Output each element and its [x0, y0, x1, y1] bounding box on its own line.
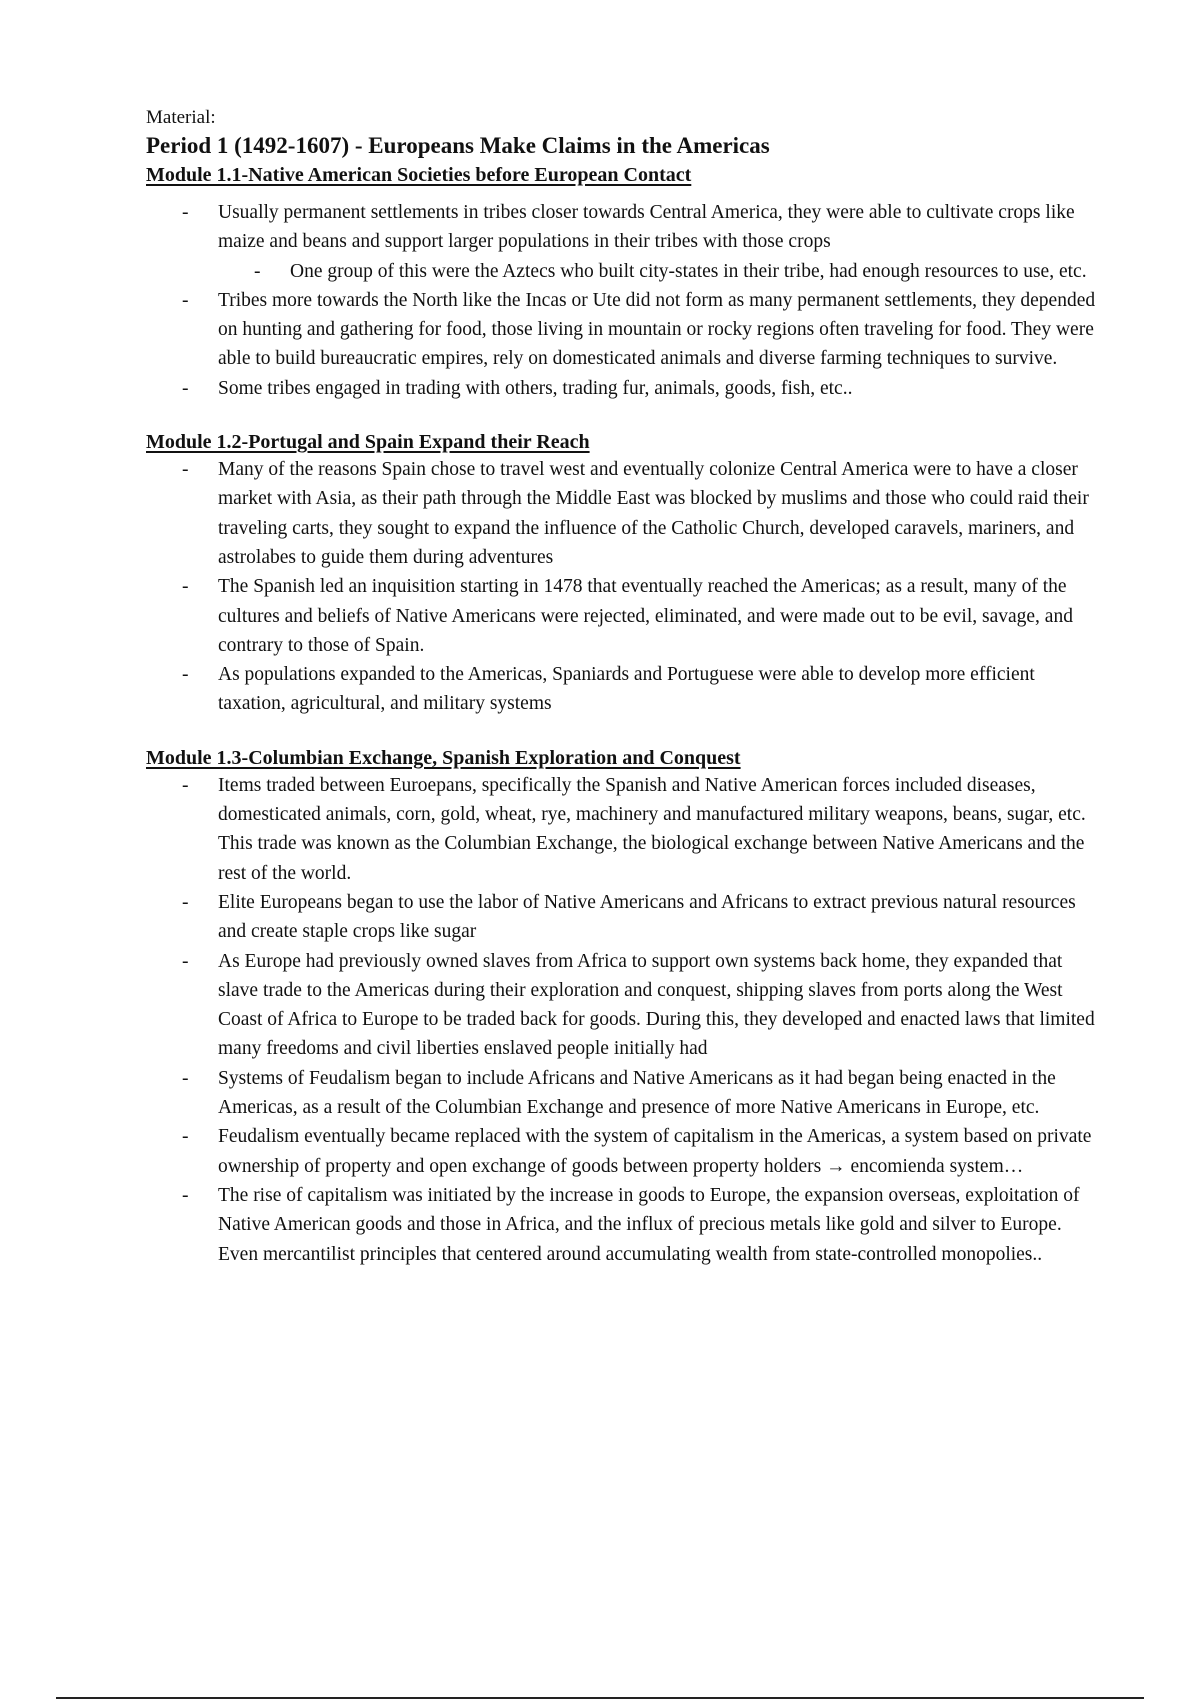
bullet-text: Items traded between Euroepans, specifically the Spanish and Native American forces included diseases, domesticated animals, corn, gold, wheat, rye, machinery and manufactured military weapons, beans, sugar, etc. This trade was known as the Columbian Exchange, the biological exchange between Native Americans and the rest of the world.	[218, 774, 1086, 884]
bullet-text: Many of the reasons Spain chose to travel west and eventually colonize Central America were to have a closer market with Asia, as their path through the Middle East was blocked by muslims and those who could raid their traveling carts, they sought to expand the influence of the Catholic Church, developed caravels, mariners, and astrolabes to guide them during adventures	[218, 459, 1089, 568]
sub-bullet-item	[218, 257, 1101, 286]
material-label: Material:	[146, 107, 216, 128]
bullet-item	[146, 374, 1101, 403]
bullet-text: As Europe had previously owned slaves from Africa to support own systems back home, they expanded that slave trade to the Americas during their exploration and conquest, shipping slaves from ports along the West Coast of Africa to Europe to be traded back for goods. During this, they developed and enacted laws that limited many freedoms and civil liberties enslaved people initially had	[218, 950, 1095, 1060]
bullet-item	[146, 771, 1101, 888]
bullet-item	[146, 1181, 1101, 1269]
module-1-1-section	[146, 162, 1101, 403]
sub-bullet-list	[218, 257, 1101, 286]
bullet-item	[146, 286, 1101, 374]
bullet-item	[146, 572, 1101, 660]
module-1-2-section	[146, 429, 1101, 719]
bottom-divider	[56, 1697, 1144, 1699]
module-title: Module 1.1-Native American Societies before European Contact	[146, 164, 692, 186]
bullet-text: Feudalism eventually became replaced with the system of capitalism in the Americas, a system based on private ownership of property and open exchange of goods between property holders → encomienda system…	[218, 1126, 1092, 1177]
bullet-list	[146, 771, 1101, 1269]
bullet-item	[146, 1122, 1101, 1181]
document-page	[146, 106, 1101, 1269]
period-title: Period 1 (1492-1607) - Europeans Make Claims in the Americas	[146, 133, 770, 158]
bullet-text: The rise of capitalism was initiated by the increase in goods to Europe, the expansion overseas, exploitation of Native American goods and those in Africa, and the influx of precious metals like gold and silver to Europe. Even mercantilist principles that centered around accumulating wealth from state-controlled monopolies..	[218, 1184, 1080, 1265]
bullet-text: The Spanish led an inquisition starting in 1478 that eventually reached the Americas; as a result, many of the cultures and beliefs of Native Americans were rejected, eliminated, and were made out to be evil, savage, and contrary to those of Spain.	[218, 576, 1073, 656]
bullet-item	[146, 888, 1101, 947]
bullet-list	[146, 198, 1101, 403]
sub-bullet-text: One group of this were the Aztecs who built city-states in their tribe, had enough resources to use, etc.	[290, 260, 1087, 282]
bullet-item	[146, 1064, 1101, 1123]
bullet-item	[146, 947, 1101, 1064]
module-1-3-section	[146, 745, 1101, 1269]
bullet-list	[146, 455, 1101, 719]
bullet-text: As populations expanded to the Americas, Spaniards and Portuguese were able to develop more efficient taxation, agricultural, and military systems	[218, 664, 1035, 715]
bullet-item	[146, 660, 1101, 719]
bullet-text: Systems of Feudalism began to include Africans and Native Americans as it had began being enacted in the Americas, as a result of the Columbian Exchange and presence of more Native Americans in Europe, etc.	[218, 1067, 1056, 1119]
bullet-text: Some tribes engaged in trading with others, trading fur, animals, goods, fish, etc..	[218, 377, 853, 399]
module-title: Module 1.3-Columbian Exchange, Spanish Exploration and Conquest	[146, 746, 741, 769]
bullet-text: Elite Europeans began to use the labor of Native Americans and Africans to extract previous natural resources and create staple crops like sugar	[218, 891, 1076, 943]
bullet-text: Usually permanent settlements in tribes closer towards Central America, they were able to cultivate crops like maize and beans and support larger populations in their tribes with those crops	[218, 202, 1075, 253]
bullet-item	[146, 198, 1101, 286]
bullet-item	[146, 455, 1101, 572]
bullet-text: Tribes more towards the North like the Incas or Ute did not form as many permanent settlements, they depended on hunting and gathering for food, those living in mountain or rocky regions often traveling for food. They were able to build bureaucratic empires, rely on domesticated animals and diverse farming techniques to survive.	[218, 289, 1096, 370]
module-title: Module 1.2-Portugal and Spain Expand their Reach	[146, 431, 590, 454]
